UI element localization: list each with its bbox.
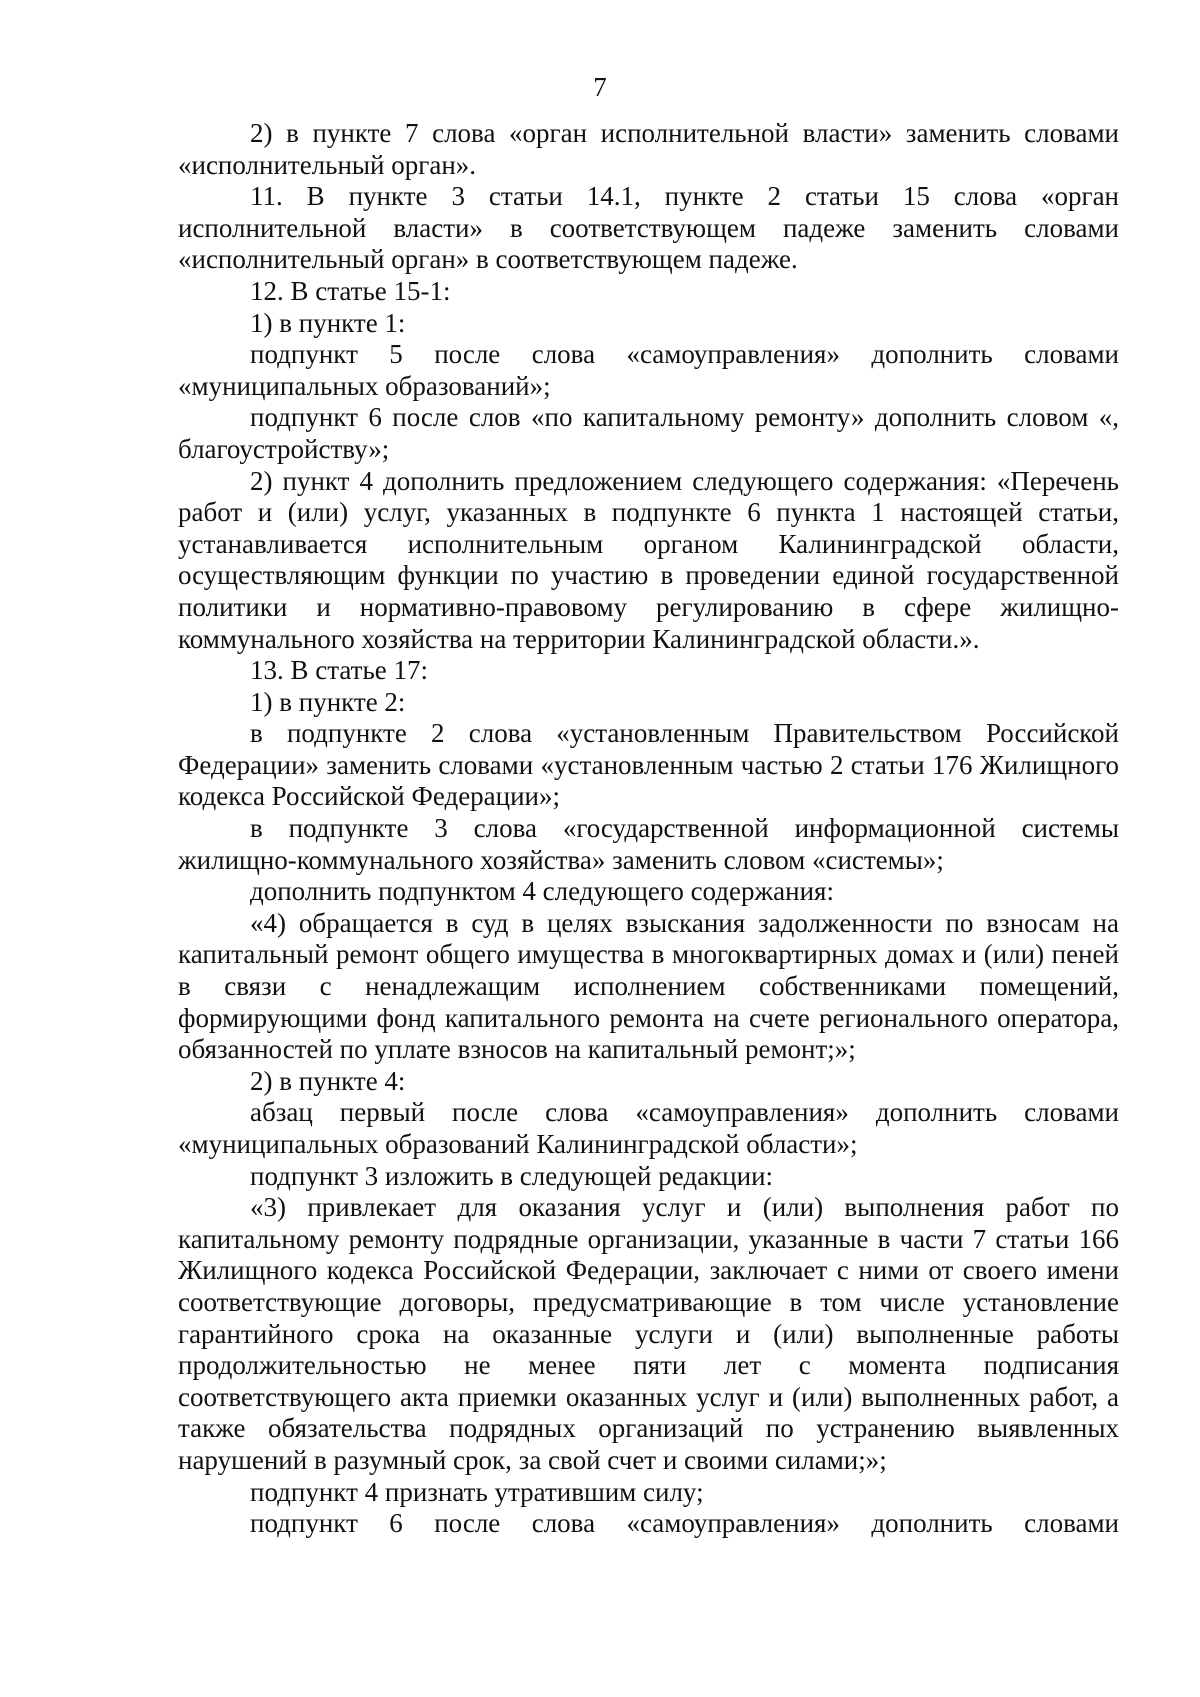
paragraph-12-1: 1) в пункте 1: [250,307,406,338]
paragraph-13-2-sub3-text: «3) привлекает для оказания услуг и (или) выполнения работ по капитальному ремонту подрядные организации, указанные в части 7 статьи 166 Жилищного кодекса Российской Федерации, заключает с ними от своего имени соответствующие договоры, предусматривающие в том числе установление гарантийного срока на оказанные услуги и (или) выполненные работы продолжительностью не менее пяти лет с момента подписания соответствующего акта приемки оказанных услуг и (или) выполненных работ, а также обязательства подрядных организаций по устранению выявленных нарушений в разумный срок, за свой счет и своими силами;»; [178,1192,1119,1475]
paragraph-12-heading: 12. В статье 15-1: [250,275,451,306]
paragraph-13-heading: 13. В статье 17: [250,655,429,686]
paragraph-13-2-abzac: абзац первый после слова «самоуправления» дополнить словами «муниципальных образований Калининградской области»; [178,1097,1119,1159]
paragraph-13-2-sub4: подпункт 4 признать утратившим силу; [250,1476,704,1507]
paragraph-13-1-add4: дополнить подпунктом 4 следующего содержания: [250,876,834,907]
paragraph-13-2: 2) в пункте 4: [250,1065,406,1096]
paragraph-11: 11. В пункте 3 статьи 14.1, пункте 2 статьи 15 слова «орган исполнительной власти» в соответствующем падеже заменить словами «исполнительный орган» в соответствующем падеже. [178,181,1119,275]
paragraph-13-1-sub3: в подпункте 3 слова «государственной информационной системы жилищно-коммунального хозяйства» заменить словом «системы»; [178,813,1119,875]
paragraph-13-2-sub6: подпункт 6 после слова «самоуправления» дополнить словами [250,1508,1119,1539]
page-number: 7 [593,72,607,102]
paragraph-13-2-sub3: подпункт 3 изложить в следующей редакции: [250,1160,774,1191]
paragraph-12-1-sub5: подпункт 5 после слова «самоуправления» дополнить словами «муниципальных образований»; [178,339,1119,401]
document-body [178,118,1119,1540]
paragraph-13-1: 1) в пункте 2: [250,686,406,717]
paragraph-13-1-sub2: в подпункте 2 слова «установленным Правительством Российской Федерации» заменить словами «установленным частью 2 статьи 176 Жилищного кодекса Российской Федерации»; [178,718,1119,812]
paragraph-10-2: 2) в пункте 7 слова «орган исполнительной власти» заменить словами «исполнительный орган». [178,118,1119,180]
paragraph-12-2: 2) пункт 4 дополнить предложением следующего содержания: «Перечень работ и (или) услуг, указанных в подпункте 6 пункта 1 настоящей статьи, устанавливается исполнительным органом Калининградской области, осуществляющим функции по участию в проведении единой государственной политики и нормативно-правовому регулированию в сфере жилищно-коммунального хозяйства на территории Калининградской области.». [178,465,1119,654]
paragraph-12-1-sub6: подпункт 6 после слов «по капитальному ремонту» дополнить словом «, благоустройству»; [178,402,1119,464]
paragraph-13-1-sub4-text: «4) обращается в суд в целях взыскания задолженности по взносам на капитальный ремонт общего имущества в многоквартирных домах и (или) пеней в связи с ненадлежащим исполнением собственниками помещений, формирующими фонд капитального ремонта на счете регионального оператора, обязанностей по уплате взносов на капитальный ремонт;»; [178,907,1119,1065]
